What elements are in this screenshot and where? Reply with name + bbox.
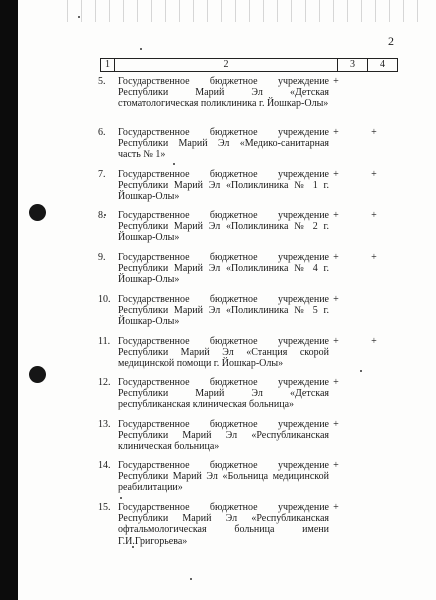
col-3-mark: + bbox=[333, 419, 339, 430]
scan-speck bbox=[120, 497, 122, 499]
row-number: 5. bbox=[98, 76, 106, 87]
scan-speck bbox=[140, 48, 142, 50]
col-4-mark: + bbox=[371, 127, 377, 138]
institution-name: Государственное бюджетное учреждение Республики Марий Эл «Станция скорой медицинской помощи г. Йошкар-Олы» bbox=[118, 336, 329, 370]
row-number: 13. bbox=[98, 419, 111, 430]
col-4-mark: + bbox=[371, 210, 377, 221]
institution-name: Государственное бюджетное учреждение Республики Марий Эл «Поликлиника № 4 г. Йошкар-Олы» bbox=[118, 252, 329, 286]
scan-speck bbox=[360, 370, 362, 372]
row-number: 9. bbox=[98, 252, 106, 263]
header-col-2: 2 bbox=[115, 59, 338, 71]
header-col-1: 1 bbox=[101, 59, 115, 71]
row-number: 8. bbox=[98, 210, 106, 221]
scan-speck bbox=[78, 16, 80, 18]
col-3-mark: + bbox=[333, 76, 339, 87]
institution-name: Государственное бюджетное учреждение Республики Марий Эл «Медико-санитарная часть № 1» bbox=[118, 127, 329, 161]
scan-speck bbox=[173, 163, 175, 165]
scan-noise bbox=[60, 0, 420, 22]
institution-name: Государственное бюджетное учреждение Республики Марий Эл «Поликлиника № 1 г. Йошкар-Олы» bbox=[118, 169, 329, 203]
table-header bbox=[100, 58, 398, 72]
row-number: 11. bbox=[98, 336, 111, 347]
scan-border bbox=[0, 0, 18, 600]
col-3-mark: + bbox=[333, 502, 339, 513]
institution-name: Государственное бюджетное учреждение Республики Марий Эл «Республиканская клиническая больница» bbox=[118, 419, 329, 453]
punch-hole bbox=[29, 366, 46, 383]
institution-name: Государственное бюджетное учреждение Республики Марий Эл «Детская республиканская клиническая больница» bbox=[118, 377, 329, 411]
row-number: 6. bbox=[98, 127, 106, 138]
col-3-mark: + bbox=[333, 377, 339, 388]
institution-name: Государственное бюджетное учреждение Республики Марий Эл «Поликлиника № 2 г. Йошкар-Олы» bbox=[118, 210, 329, 244]
page-number: 2 bbox=[388, 34, 394, 48]
col-4-mark: + bbox=[371, 169, 377, 180]
institution-name: Государственное бюджетное учреждение Республики Марий Эл «Республиканская офтальмологическая больница имени Г.И.Григорьева» bbox=[118, 502, 329, 547]
row-number: 15. bbox=[98, 502, 111, 513]
col-3-mark: + bbox=[333, 127, 339, 138]
scan-speck bbox=[190, 578, 192, 580]
row-number: 7. bbox=[98, 169, 106, 180]
institution-name: Государственное бюджетное учреждение Республики Марий Эл «Поликлиника № 5 г. Йошкар-Олы» bbox=[118, 294, 329, 328]
institution-name: Государственное бюджетное учреждение Республики Марий Эл «Детская стоматологическая поликлиника г. Йошкар-Олы» bbox=[118, 76, 329, 110]
col-3-mark: + bbox=[333, 169, 339, 180]
col-4-mark: + bbox=[371, 336, 377, 347]
col-3-mark: + bbox=[333, 460, 339, 471]
col-3-mark: + bbox=[333, 210, 339, 221]
row-number: 10. bbox=[98, 294, 111, 305]
header-col-3: 3 bbox=[338, 59, 368, 71]
institution-name: Государственное бюджетное учреждение Республики Марий Эл «Больница медицинской реабилитации» bbox=[118, 460, 329, 494]
col-4-mark: + bbox=[371, 252, 377, 263]
row-number: 12. bbox=[98, 377, 111, 388]
punch-hole bbox=[29, 204, 46, 221]
col-3-mark: + bbox=[333, 294, 339, 305]
col-3-mark: + bbox=[333, 252, 339, 263]
header-col-4: 4 bbox=[368, 59, 398, 71]
row-number: 14. bbox=[98, 460, 111, 471]
col-3-mark: + bbox=[333, 336, 339, 347]
